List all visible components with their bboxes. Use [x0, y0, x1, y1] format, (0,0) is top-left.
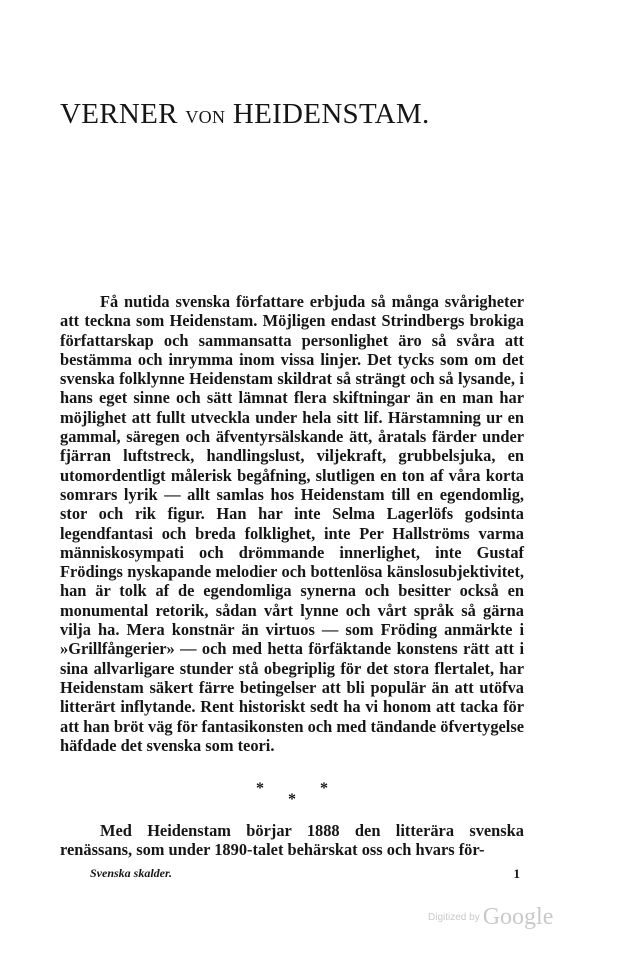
page-number: 1: [513, 866, 520, 881]
title-first-name: VERNER: [60, 98, 178, 130]
page-footer: [90, 866, 520, 886]
separator-star-left: *: [256, 780, 264, 797]
watermark-prefix: Digitized by: [428, 912, 480, 923]
separator-star-center: *: [288, 791, 296, 808]
watermark-brand: Google: [482, 904, 554, 930]
body-paragraph-1: Få nutida svenska författare erbjuda så många svårigheter att teckna som Heidenstam. Möjligen endast Strindbergs brokiga författarskap och sammansatta personlighet äro så svåra att bestämma och inrymma inom vissa linjer. Det tycks som om det svenska folklynne Heidenstam skildrat så strängt och så lysande, i hans eget sinne och sätt lämnat flera skiftningar än en man har möjlighet att fullt utveckla under hela sitt lif. Härstamning ur en gammal, säregen och äfventyrsälskande ätt, åratals färder under fjärran luftstreck, handlingslust, viljekraft, grubbelsjuka, en utomordentligt målerisk begåfning, slutligen en ton af våra korta somrars lyrik — allt samlas hos Heidenstam till en egendomlig, stor och rik figur. Han har inte Selma Lagerlöfs godsinta legendfantasi och breda folklighet, inte Per Hallströms varma människosympati och drömmande innerlighet, inte Gustaf Frödings nyskapande melodier och bottenlösa känslosubjektivitet, han är tolk af de egendomliga synerna och besitter också en monumental retorik, sådan vårt lynne och vårt språk så gärna vilja ha. Mera konstnär än virtuos — som Fröding anmärkte i »Grillfångerier» — och med hetta förfäktande konstens rätt att i sina allvarligare stunder stå obegriplig för det stora flertalet, har Heidenstam säkert färre betingelser att bli populär än att utöfva litterärt inflytande. Rent historiskt sedt ha vi honom att tacka för att han bröt väg för fantasikonsten och med tändande öfvertygelse häfdade det svenska som teori.: [60, 292, 524, 755]
digitization-watermark: [428, 904, 553, 931]
separator-star-right: *: [320, 780, 328, 797]
body-paragraph-2: Med Heidenstam börjar 1888 den litterära svenska renässans, som under 1890-talet behärskat oss och hvars för-: [60, 821, 524, 860]
title-particle: VON: [185, 107, 226, 127]
section-separator: [250, 780, 340, 810]
footer-signature: Svenska skalder.: [90, 866, 173, 880]
page-title: [60, 98, 480, 131]
title-last-name: HEIDENSTAM.: [232, 98, 430, 130]
